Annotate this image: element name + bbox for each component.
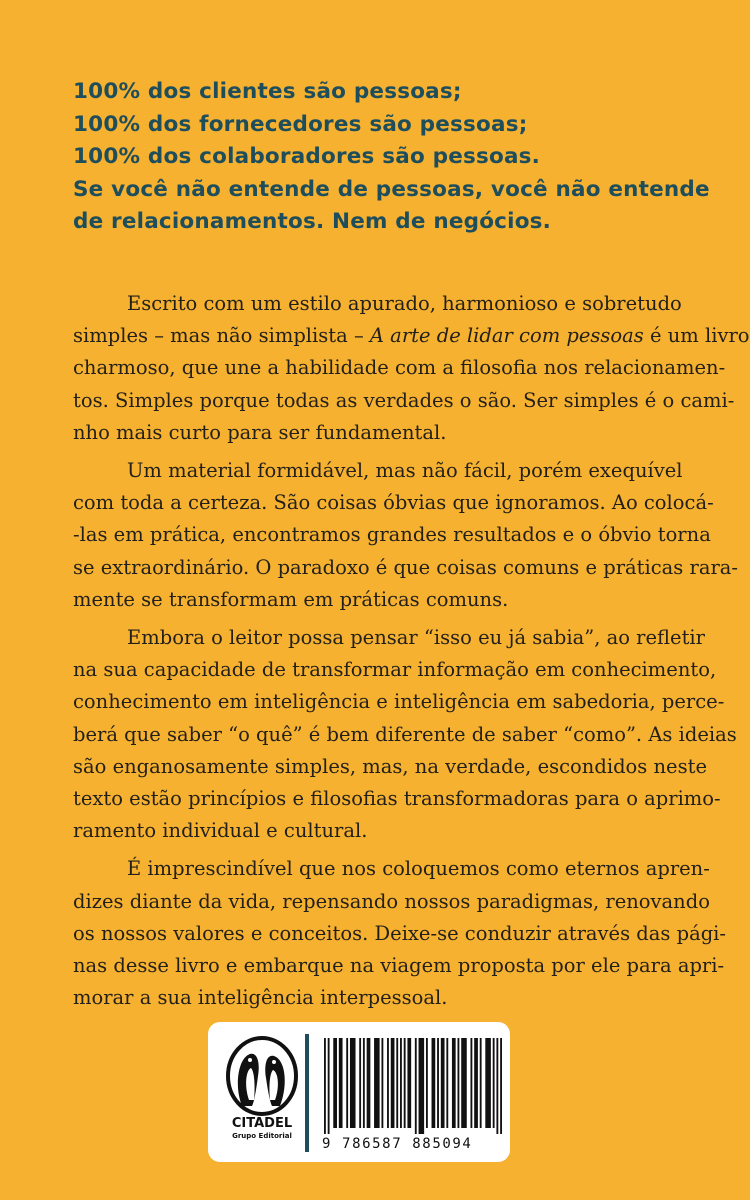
text-line: texto estão princípios e filosofias transformadoras para o aprimo-: [73, 787, 721, 811]
barcode-bar: [339, 1038, 343, 1128]
barcode-bar: [474, 1038, 478, 1128]
barcode-bar: [387, 1038, 389, 1128]
barcode-bar: [374, 1038, 380, 1128]
barcode-bar: [461, 1038, 467, 1128]
barcode-bar: [407, 1038, 411, 1128]
barcode-bar: [396, 1038, 398, 1128]
barcode-panel: [208, 1022, 510, 1162]
barcode-bar: [346, 1038, 348, 1128]
text-line: ramento individual e cultural.: [73, 819, 368, 843]
publisher-logo: [220, 1036, 304, 1148]
text-line: É imprescindível que nos coloquemos como eternos apren-: [127, 857, 710, 881]
tagline-line: 100% dos fornecedores são pessoas;: [73, 111, 528, 137]
barcode-bar: [350, 1038, 356, 1128]
paragraph-4: [73, 853, 727, 1014]
barcode-bar: [426, 1038, 428, 1128]
barcode-bar: [437, 1038, 439, 1128]
tagline-line: 100% dos clientes são pessoas;: [73, 79, 462, 104]
tagline-line: de relacionamentos. Nem de negócios.: [73, 209, 552, 234]
tagline-line: 100% dos colaboradores são pessoas.: [73, 144, 541, 169]
text-line: simples – mas não simplista – A arte de lidar com pessoas é um livro: [73, 324, 750, 348]
barcode-bar: [500, 1038, 502, 1134]
text-line: na sua capacidade de transformar informação em conhecimento,: [73, 658, 717, 682]
tagline-line: Se você não entende de pessoas, você não entende: [73, 176, 710, 202]
barcode-bar: [493, 1038, 495, 1128]
paragraph-2: [73, 455, 738, 616]
text-line: Um material formidável, mas não fácil, porém exequível: [127, 459, 683, 483]
text-line: morar a sua inteligência interpessoal.: [73, 986, 448, 1010]
barcode-bar: [441, 1038, 445, 1128]
barcode-bar: [404, 1038, 406, 1128]
barcode-bar: [333, 1038, 337, 1128]
barcode-bar: [470, 1038, 472, 1128]
barcode-bar: [381, 1038, 383, 1128]
text-line: nho mais curto para ser fundamental.: [73, 420, 447, 444]
text-line: se extraordinário. O paradoxo é que coisas comuns e práticas rara-: [73, 555, 738, 579]
text-line: nas desse livro e embarque na viagem proposta por ele para apri-: [73, 954, 725, 978]
text-line: os nossos valores e conceitos. Deixe-se conduzir através das pági-: [73, 921, 727, 945]
publisher-subtitle: Grupo Editorial: [232, 1132, 292, 1140]
text-line: mente se transformam em práticas comuns.: [73, 587, 509, 611]
barcode-bar: [446, 1038, 448, 1128]
text-line: são enganosamente simples, mas, na verdade, escondidos neste: [73, 754, 707, 778]
barcode: [324, 1038, 502, 1134]
back-cover-text: [73, 288, 750, 1020]
text-line: Escrito com um estilo apurado, harmonioso e sobretudo: [127, 292, 682, 315]
barcode-bar: [324, 1038, 326, 1134]
text-line: com toda a certeza. São coisas óbvias que ignoramos. Ao colocá-: [73, 491, 714, 515]
barcode-bar: [415, 1038, 417, 1134]
paragraph-3: [73, 622, 737, 847]
text-line: Embora o leitor possa pensar “isso eu já sabia”, ao refletir: [127, 626, 705, 650]
barcode-bar: [485, 1038, 491, 1128]
text-line: -las em prática, encontramos grandes resultados e o óbvio torna: [73, 523, 711, 547]
isbn-number: 9 786587 885094: [322, 1136, 473, 1152]
penguins-icon: [220, 1036, 304, 1116]
barcode-bar: [367, 1038, 371, 1128]
book-title: A arte de lidar com pessoas: [369, 324, 644, 348]
barcode-bar: [419, 1038, 425, 1134]
barcode-bar: [363, 1038, 365, 1128]
barcode-bar: [391, 1038, 395, 1128]
text-line: conhecimento em inteligência e inteligência em sabedoria, perce-: [73, 690, 725, 714]
barcode-bar: [458, 1038, 460, 1128]
barcode-bar: [480, 1038, 482, 1128]
barcode-bar: [400, 1038, 402, 1128]
barcode-bar: [359, 1038, 361, 1128]
publisher-name: CITADEL: [231, 1116, 293, 1131]
text-line: charmoso, que une a habilidade com a filosofia nos relacionamen-: [73, 356, 726, 380]
text-line: berá que saber “o quê” é bem diferente de saber “como”. As ideias: [73, 722, 737, 746]
barcode-bar: [452, 1038, 456, 1128]
text-line: tos. Simples porque todas as verdades o são. Ser simples é o cami-: [73, 388, 735, 412]
barcode-bar: [432, 1038, 436, 1128]
barcode-bar: [496, 1038, 498, 1134]
barcode-bar: [328, 1038, 330, 1134]
text-line: dizes diante da vida, repensando nossos paradigmas, renovando: [73, 889, 710, 913]
paragraph-1: [73, 288, 750, 449]
tagline: [73, 76, 710, 239]
divider-line: [305, 1034, 309, 1152]
